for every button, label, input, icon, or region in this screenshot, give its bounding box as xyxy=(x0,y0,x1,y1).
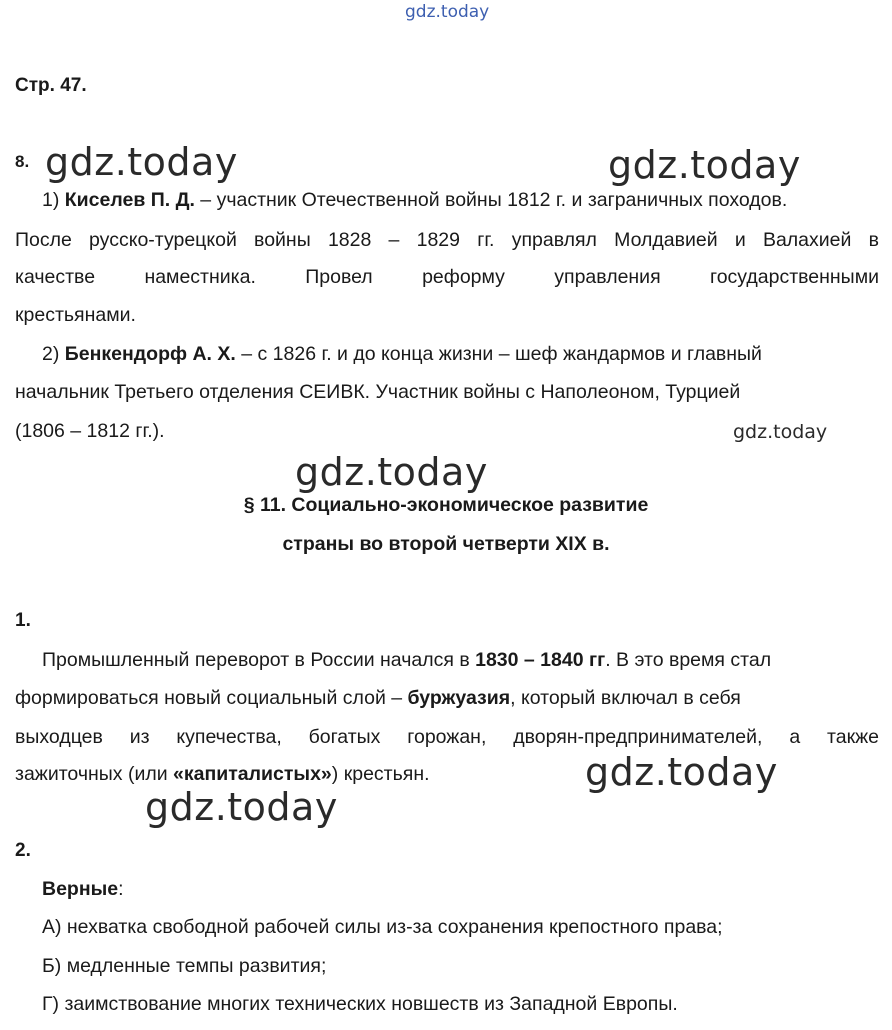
answer-label: Верные xyxy=(42,878,119,900)
watermark: gdz.today xyxy=(608,143,801,187)
text-span: формироваться новый социальный слой – xyxy=(15,687,408,709)
paragraph-line: начальник Третьего отделения СЕИВК. Участник войны с Наполеоном, Турцией xyxy=(15,381,741,403)
paragraph-line xyxy=(42,342,878,366)
text-span: зажиточных (или xyxy=(15,763,174,785)
watermark: gdz.today xyxy=(585,750,778,794)
paragraph-line xyxy=(15,762,879,786)
watermark: gdz.today xyxy=(145,785,338,829)
person-name: Киселев П. Д. xyxy=(64,189,195,211)
watermark: gdz.today xyxy=(295,450,488,494)
paragraph-line xyxy=(42,188,878,212)
paragraph-line: качестве наместника. Провел реформу управления государственными xyxy=(15,266,879,288)
person-name: Бенкендорф А. Х. xyxy=(64,343,236,365)
paragraph-line: (1806 – 1812 гг.). xyxy=(15,420,165,442)
text-span: : xyxy=(118,878,124,900)
text-span: , который включал в себя xyxy=(510,687,741,709)
section-title-line1: § 11. Социально-экономическое развитие xyxy=(243,494,649,516)
text-span: Промышленный переворот в России начался в xyxy=(42,649,476,671)
text-span: – с 1826 г. и до конца жизни – шеф жандармов и главный xyxy=(235,343,762,365)
list-item: Г) заимствование многих технических новшеств из Западной Европы. xyxy=(42,993,678,1015)
task-number: 8. xyxy=(15,152,30,171)
watermark: gdz.today xyxy=(45,140,238,184)
term: «капиталистых» xyxy=(173,763,332,785)
watermark-top: gdz.today xyxy=(405,2,490,22)
list-marker: 1) xyxy=(42,189,65,211)
answer-label-line xyxy=(42,877,878,901)
task-number: 1. xyxy=(15,610,31,631)
list-item: А) нехватка свободной рабочей силы из-за сохранения крепостного права; xyxy=(42,916,723,938)
list-item: Б) медленные темпы развития; xyxy=(42,955,327,977)
text-span: – участник Отечественной войны 1812 г. и заграничных походов. xyxy=(194,189,788,211)
paragraph-line xyxy=(42,648,878,672)
task-number: 2. xyxy=(15,840,31,861)
page-label: Стр. 47. xyxy=(15,75,87,96)
list-marker: 2) xyxy=(42,343,65,365)
text-span: ) крестьян. xyxy=(331,763,430,785)
term: буржуазия xyxy=(407,687,511,709)
paragraph-line: крестьянами. xyxy=(15,304,136,326)
paragraph-line: выходцев из купечества, богатых горожан, дворян-предпринимателей, а также xyxy=(15,726,879,748)
watermark: gdz.today xyxy=(733,421,828,443)
paragraph-line xyxy=(15,686,879,710)
date-range: 1830 – 1840 гг xyxy=(475,649,606,671)
section-title-line2: страны во второй четверти XIX в. xyxy=(282,533,610,555)
paragraph-line: После русско-турецкой войны 1828 – 1829 гг. управлял Молдавией и Валахией в xyxy=(15,229,879,251)
text-span: . В это время стал xyxy=(605,649,772,671)
